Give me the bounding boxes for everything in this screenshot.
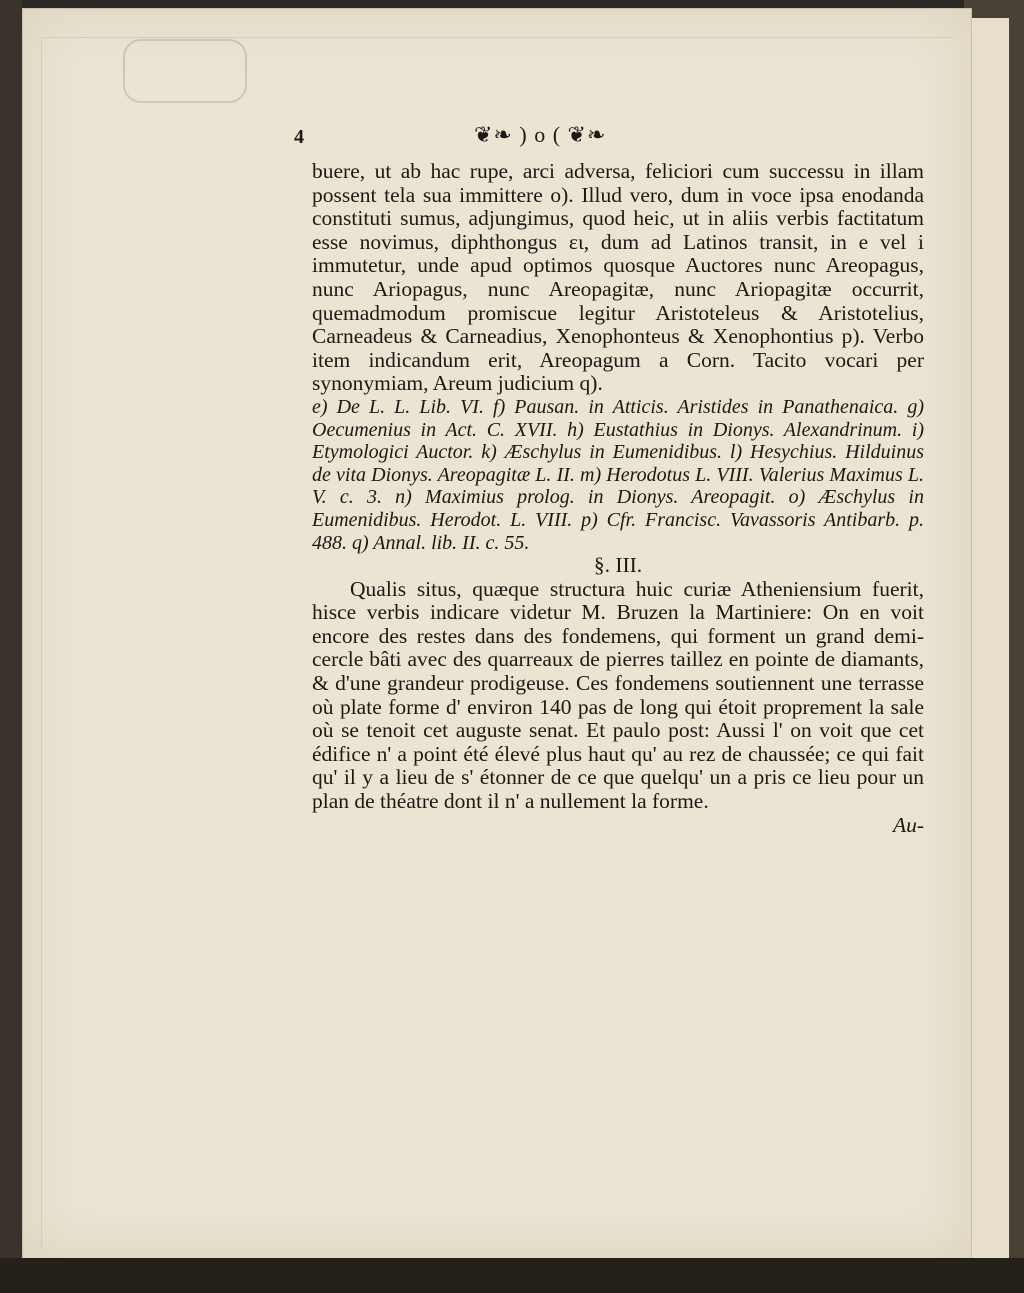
scan-bottom-border [0,1258,1024,1293]
book-spine [0,0,22,1293]
footnotes: e) De L. L. Lib. VI. f) Pausan. in Atticis. Aristides in Panathenaica. g) Oecumenius in Act. C. XVII. h) Eustathius in Dionys. Alexandrinum. i) Etymologici Auctor. k) Æschylus in Eumenidibus. l) Hesychius. Hilduinus de vita Dionys. Areopagitæ L. II. m) Herodotus L. VIII. Valerius Maximus L. V. c. 3. n) Maximius prolog. in Dionys. Areopagit. o) Æschylus in Eumenidibus. Herodot. L. VIII. p) Cfr. Francisc. Vavassoris Antibarb. p. 488. q) Annal. lib. II. c. 55. [312,395,924,554]
catchword: Au- [892,812,924,837]
page-header [294,122,704,152]
header-ornament: ❦❧ ) o ( ❦❧ [474,122,607,147]
facing-page-edge [968,18,1009,1258]
section-heading: §. III. [593,553,643,578]
paragraph-1: buere, ut ab hac rupe, arci adversa, feliciori cum successu in illam possent tela sua immittere o). Illud vero, dum in voce ipsa enodanda constituti sumus, adjungimus, quod heic, ut in aliis verbis factitatum esse novimus, diphthongus ει, dum ad Latinos transit, in e vel i immutetur, unde apud optimos quosque Auctores nunc Areopagus, nunc Ariopagus, nunc Areopagitæ, nunc Ariopagitæ occurrit, quemadmodum promiscue legitur Aristoteleus & Aristotelius, Carneadeus & Carneadius, Xenophonteus & Xenophontius p). Verbo item indicandum erit, Areopagum a Corn. Tacito vocari per synonymiam, Areum judicium q). [312,159,924,396]
page-number: 4 [294,126,304,148]
page-smudge [123,39,247,103]
page-body [312,160,924,837]
paragraph-2: Qualis situs, quæque structura huic curiæ Atheniensium fuerit, hisce verbis indicare videtur M. Bruzen la Martiniere: On en voit encore des restes dans des fondemens, qui forment un grand demi-cercle bâti avec des quarreaux de pierres taillez en pointe de diamants, & d'une grandeur prodigeuse. Ces fondemens soutiennent une terrasse où plate forme d' environ 140 pas de long qui étoit proprement la sale où se tenoit cet auguste senat. Et paulo post: Aussi l' on voit que cet édifice n' a point été élevé plus haut qu' au rez de chaussée; ce qui fait qu' il y a lieu de s' étonner de ce que quelqu' un a pris ce lieu pour un plan de théatre dont il n' a nullement la forme. [312,576,924,814]
